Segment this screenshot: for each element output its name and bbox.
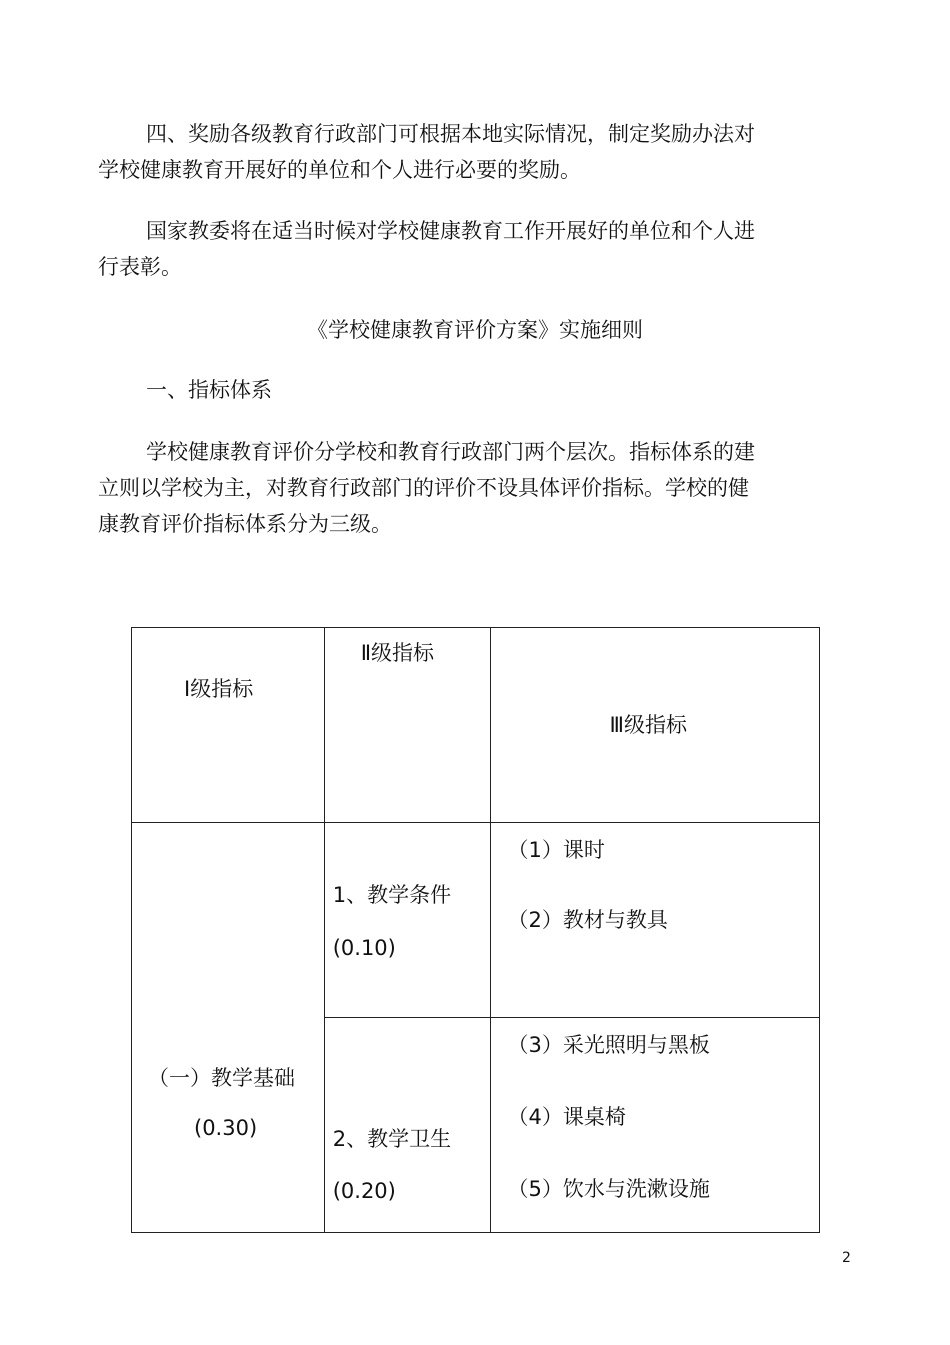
header-level2: Ⅱ级指标: [360, 641, 435, 665]
level3-cell: [491, 823, 820, 1018]
paragraph-line: 四、奖励各级教育行政部门可根据本地实际情况，制定奖励办法对: [146, 122, 755, 146]
level1-label: （一）教学基础: [148, 1066, 295, 1090]
level1-cell: [132, 823, 325, 1233]
level2-weight: (0.20): [332, 1179, 396, 1203]
header-cell: [132, 628, 325, 823]
level2-weight: (0.10): [332, 936, 396, 960]
level3-cell: [491, 1018, 820, 1233]
level3-item: （1）课时: [507, 838, 605, 862]
paragraph-line: 学校健康教育评价分学校和教育行政部门两个层次。指标体系的建: [146, 440, 755, 464]
level3-item: （5）饮水与洗漱设施: [507, 1177, 710, 1201]
paragraph-line: 行表彰。: [98, 255, 182, 279]
section-heading: [98, 372, 788, 408]
paragraph-line: 国家教委将在适当时候对学校健康教育工作开展好的单位和个人进: [146, 219, 755, 243]
paragraph-reward: [98, 116, 788, 188]
level2-cell: [324, 823, 491, 1018]
table-row: [132, 823, 820, 1018]
level2-label: 1、教学条件: [332, 883, 452, 907]
level3-item: （2）教材与教具: [507, 908, 668, 932]
page-number: 2: [842, 1250, 851, 1266]
level1-weight: (0.30): [194, 1116, 258, 1140]
paragraph-commendation: [98, 213, 788, 285]
paragraph-index-system: [98, 434, 788, 542]
table-header-row: [132, 628, 820, 823]
paragraph-line: 康教育评价指标体系分为三级。: [98, 512, 392, 536]
header-level1: Ⅰ级指标: [184, 677, 254, 701]
paragraph-line: 学校健康教育开展好的单位和个人进行必要的奖励。: [98, 158, 581, 182]
header-level3: Ⅲ级指标: [609, 713, 687, 737]
paragraph-line: 立则以学校为主，对教育行政部门的评价不设具体评价指标。学校的健: [98, 476, 749, 500]
level2-label: 2、教学卫生: [332, 1127, 452, 1151]
header-cell: [491, 628, 820, 823]
level3-item: （3）采光照明与黑板: [507, 1033, 710, 1057]
index-table: [131, 627, 820, 1233]
section-heading-text: 一、指标体系: [146, 378, 272, 402]
level3-item: （4）课桌椅: [507, 1105, 626, 1129]
level2-cell: [324, 1018, 491, 1233]
header-cell: [324, 628, 491, 823]
section-title: 《学校健康教育评价方案》实施细则: [307, 318, 643, 342]
